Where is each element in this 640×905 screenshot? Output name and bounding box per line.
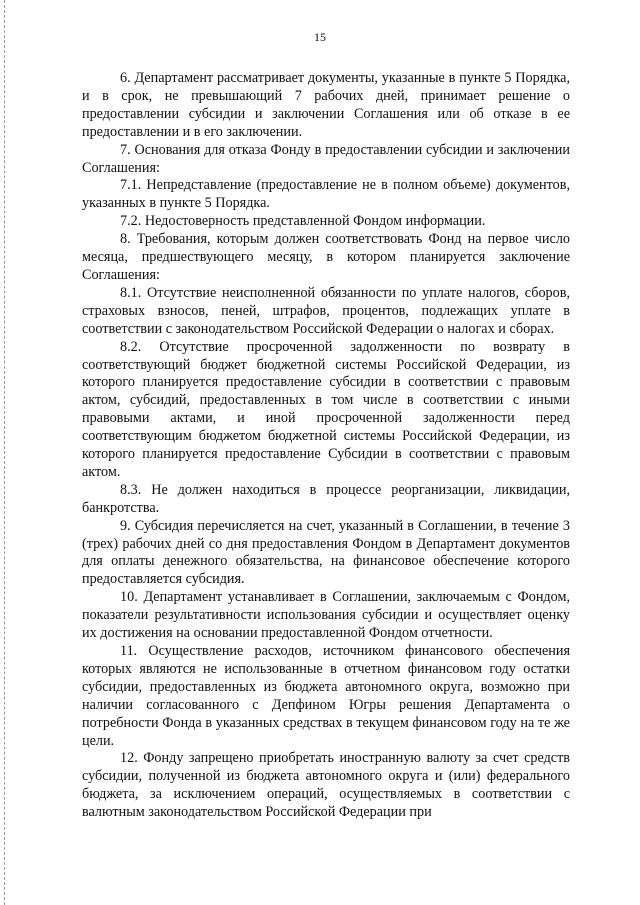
- paragraph-8-3: 8.3. Не должен находиться в процессе реорганизации, ликвидации, банкротства.: [82, 481, 570, 516]
- paragraph-10: 10. Департамент устанавливает в Соглашении, заключаемым с Фондом, показатели результативности использования субсидии и осуществляет оценку их достижения на основании предоставленной Фондом отчетности.: [82, 589, 570, 642]
- scan-edge-line: [4, 0, 6, 905]
- paragraph-11: 11. Осуществление расходов, источником финансового обеспечения которых являются не использованные в отчетном финансовом году остатки субсидии, предоставленных из бюджета автономного округа, возможно при наличии согласованного с Депфином Югры решения Департамента о потребности Фонда в указанных средствах в текущем финансовом году на те же цели.: [82, 643, 570, 749]
- paragraph-7-2: 7.2. Недостоверность представленной Фондом информации.: [120, 213, 486, 230]
- paragraph-8-2: 8.2. Отсутствие просроченной задолженности по возврату в соответствующий бюджет бюджетной системы Российской Федерации, из которого планируется предоставление субсидии в соответствии с правовым актом, субсидий, предоставленных в том числе в соответствии с иными правовыми актами, и иной просроченной задолженности перед соответствующим бюджетом бюджетной системы Российской Федерации, из которого планируется предоставление Субсидии в соответствии с правовым актом.: [82, 338, 570, 480]
- paragraph-9: 9. Субсидия перечисляется на счет, указанный в Соглашении, в течение 3 (трех) рабочих дней со дня предоставления Фондом в Департамент документов для оплаты денежного обязательства, на финансовое обеспечение которого предоставляется субсидия.: [82, 517, 570, 588]
- paragraph-8: 8. Требования, которым должен соответствовать Фонд на первое число месяца, предшествующего месяцу, в котором планируется заключение Соглашения:: [82, 231, 570, 283]
- paragraph-7: 7. Основания для отказа Фонду в предоставлении субсидии и заключении Соглашения:: [82, 141, 570, 176]
- document-body: [82, 70, 570, 822]
- paragraph-6: 6. Департамент рассматривает документы, указанные в пункте 5 Порядка, и в срок, не превышающий 7 рабочих дней, принимает решение о предоставлении субсидии и заключении Соглашения или об отказе в ее предоставлении и в его заключении.: [82, 70, 570, 140]
- paragraph-12: 12. Фонду запрещено приобретать иностранную валюту за счет средств субсидии, полученной из бюджета автономного округа и (или) федерального бюджета, за исключением операций, осуществляемых в соответствии с валютным законодательством Российской Федерации при: [82, 750, 570, 821]
- paragraph-7-1: 7.1. Непредставление (предоставление не в полном объеме) документов, указанных в пункте 5 Порядка.: [82, 177, 570, 212]
- page-number: 15: [314, 30, 326, 44]
- paragraph-8-1: 8.1. Отсутствие неисполненной обязанности по уплате налогов, сборов, страховых взносов, пеней, штрафов, процентов, подлежащих уплате в соответствии с законодательством Российской Федерации о налогах и сборах.: [82, 284, 570, 337]
